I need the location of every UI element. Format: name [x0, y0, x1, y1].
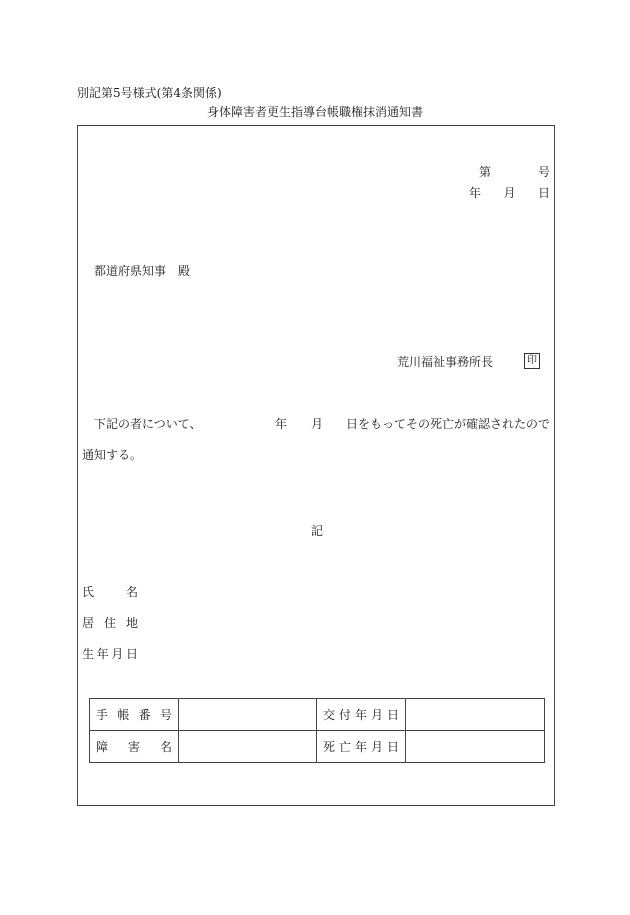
body-text-prefix: 下記の者について、	[94, 417, 202, 431]
label-notebook-number: 手 帳 番 号	[90, 699, 179, 731]
body-text-suffix: 日をもってその死亡が確認されたので	[346, 417, 551, 431]
addressee: 都道府県知事 殿	[94, 264, 191, 278]
date-day: 日	[537, 186, 550, 200]
label-issue-date: 交 付 年 月 日	[317, 699, 406, 731]
value-notebook-number	[179, 699, 317, 731]
table-row	[90, 731, 545, 763]
info-table	[89, 698, 545, 763]
body-month: 月	[311, 417, 324, 431]
date-month: 月	[503, 186, 516, 200]
number-go: 号	[537, 165, 550, 179]
seal-mark: 印	[524, 353, 540, 369]
field-birthdate: 生 年 月 日	[82, 647, 138, 661]
table-row	[90, 699, 545, 731]
ki-heading: 記	[311, 524, 324, 538]
document-number	[479, 165, 550, 179]
date-year: 年	[469, 186, 482, 200]
sender-name: 荒川福祉事務所長	[397, 355, 494, 369]
body-year: 年	[275, 417, 288, 431]
label-death-date: 死 亡 年 月 日	[317, 731, 406, 763]
value-death-date	[406, 731, 545, 763]
field-name: 氏 名	[82, 585, 138, 599]
document-date	[469, 186, 550, 200]
field-address: 居 住 地	[82, 616, 138, 630]
document-title: 身体障害者更生指導台帳職権抹消通知書	[206, 105, 423, 119]
number-dai: 第	[479, 165, 492, 179]
body-text-line2: 通知する。	[82, 448, 143, 462]
label-disability-name: 障 害 名	[90, 731, 179, 763]
value-issue-date	[406, 699, 545, 731]
value-disability-name	[179, 731, 317, 763]
form-label: 別記第5号様式(第4条関係)	[77, 86, 222, 100]
